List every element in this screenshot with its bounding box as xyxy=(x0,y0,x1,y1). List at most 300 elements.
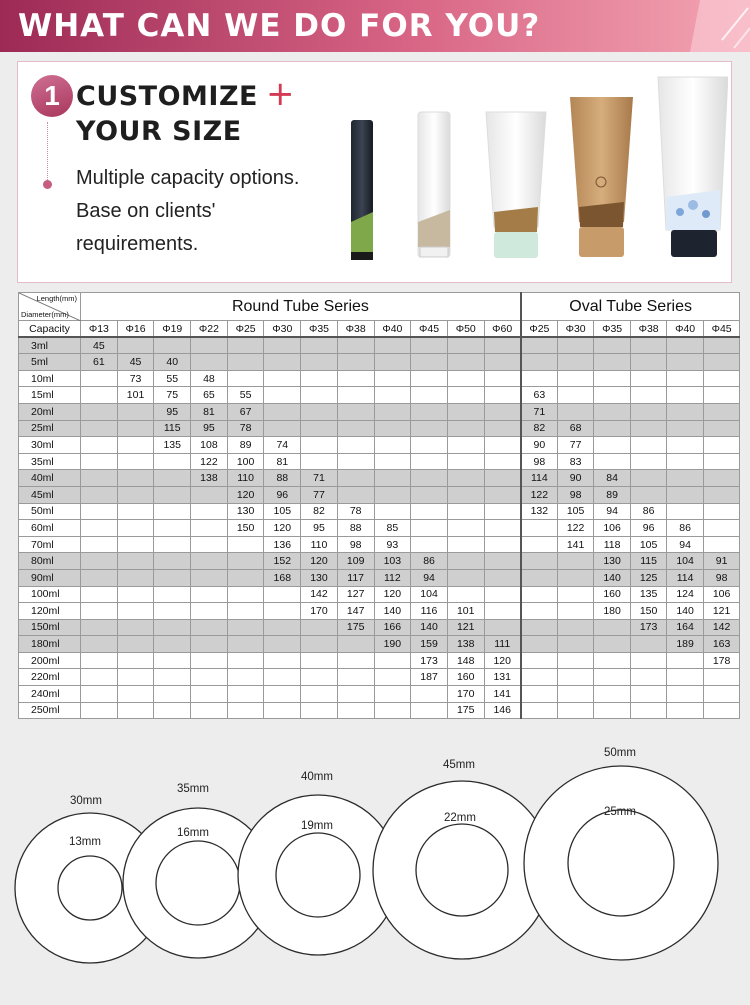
oval-length-cell: 94 xyxy=(667,536,704,553)
round-length-cell xyxy=(264,669,301,686)
oval-length-cell xyxy=(630,652,667,669)
round-length-cell xyxy=(117,453,154,470)
round-length-cell xyxy=(81,586,118,603)
oval-length-cell xyxy=(703,387,740,404)
round-length-cell xyxy=(264,370,301,387)
oval-length-cell xyxy=(630,354,667,371)
capacity-cell: 15ml xyxy=(19,387,81,404)
round-length-cell xyxy=(81,603,118,620)
round-length-cell: 112 xyxy=(374,569,411,586)
round-length-cell xyxy=(484,503,521,520)
round-length-cell: 120 xyxy=(301,553,338,570)
round-length-cell xyxy=(117,437,154,454)
table-row xyxy=(19,652,740,669)
bullet-dot xyxy=(43,180,52,189)
oval-length-cell: 91 xyxy=(703,553,740,570)
circles-svg xyxy=(0,735,750,1005)
heading-line2: YOUR SIZE xyxy=(76,116,242,147)
round-length-cell: 94 xyxy=(411,569,448,586)
round-length-cell xyxy=(264,686,301,703)
customize-card xyxy=(17,61,732,283)
oval-length-cell: 106 xyxy=(703,586,740,603)
capacity-cell: 40ml xyxy=(19,470,81,487)
round-length-cell xyxy=(337,420,374,437)
capacity-cell: 25ml xyxy=(19,420,81,437)
round-length-cell xyxy=(264,403,301,420)
round-length-cell xyxy=(154,503,191,520)
oval-length-cell: 84 xyxy=(594,470,631,487)
oval-length-cell xyxy=(521,636,558,653)
round-length-cell: 108 xyxy=(191,437,228,454)
round-length-cell: 77 xyxy=(301,486,338,503)
oval-length-cell xyxy=(630,686,667,703)
round-length-cell xyxy=(227,636,264,653)
round-length-cell: 81 xyxy=(191,403,228,420)
oval-length-cell xyxy=(594,636,631,653)
round-length-cell xyxy=(154,586,191,603)
mint-cap-tube xyxy=(486,112,546,258)
round-length-cell: 141 xyxy=(484,686,521,703)
kraft-tube xyxy=(570,97,633,257)
round-length-cell xyxy=(81,669,118,686)
oval-length-cell: 160 xyxy=(594,586,631,603)
oval-length-cell xyxy=(594,354,631,371)
oval-length-cell xyxy=(667,437,704,454)
round-length-cell xyxy=(301,437,338,454)
round-length-cell xyxy=(81,420,118,437)
oval-length-cell: 106 xyxy=(594,520,631,537)
label-outer-40mm: 40mm xyxy=(301,771,333,783)
round-length-cell xyxy=(301,370,338,387)
round-length-cell xyxy=(81,470,118,487)
oval-length-cell: 71 xyxy=(521,403,558,420)
round-length-cell xyxy=(81,536,118,553)
table-row xyxy=(19,553,740,570)
round-length-cell xyxy=(191,619,228,636)
round-length-cell xyxy=(337,453,374,470)
round-length-cell xyxy=(447,553,484,570)
oval-length-cell xyxy=(521,686,558,703)
round-length-cell xyxy=(374,486,411,503)
round-length-cell xyxy=(337,354,374,371)
oval-length-cell: 63 xyxy=(521,387,558,404)
round-col-header: Φ38 xyxy=(337,321,374,338)
round-length-cell xyxy=(191,553,228,570)
oval-length-cell: 189 xyxy=(667,636,704,653)
round-length-cell: 117 xyxy=(337,569,374,586)
round-length-cell: 93 xyxy=(374,536,411,553)
oval-length-cell xyxy=(557,652,594,669)
oval-length-cell: 98 xyxy=(703,569,740,586)
capacity-cell: 3ml xyxy=(19,337,81,354)
oval-length-cell: 178 xyxy=(703,652,740,669)
round-length-cell xyxy=(227,603,264,620)
oval-length-cell: 173 xyxy=(630,619,667,636)
table-row xyxy=(19,370,740,387)
round-length-cell xyxy=(154,686,191,703)
round-length-cell: 109 xyxy=(337,553,374,570)
round-length-cell xyxy=(374,387,411,404)
round-length-cell: 81 xyxy=(264,453,301,470)
oval-length-cell xyxy=(521,702,558,719)
oval-length-cell xyxy=(667,503,704,520)
oval-length-cell: 150 xyxy=(630,603,667,620)
oval-length-cell: 122 xyxy=(557,520,594,537)
round-length-cell: 89 xyxy=(227,437,264,454)
oval-length-cell xyxy=(630,403,667,420)
oval-length-cell xyxy=(594,370,631,387)
oval-col-header: Φ35 xyxy=(594,321,631,338)
oval-col-header: Φ38 xyxy=(630,321,667,338)
tube-samples-image xyxy=(328,62,728,282)
round-length-cell xyxy=(337,686,374,703)
oval-length-cell xyxy=(667,354,704,371)
oval-length-cell xyxy=(703,702,740,719)
oval-length-cell xyxy=(557,586,594,603)
round-length-cell xyxy=(264,652,301,669)
round-length-cell: 142 xyxy=(301,586,338,603)
oval-length-cell xyxy=(557,337,594,354)
round-length-cell xyxy=(374,437,411,454)
round-length-cell xyxy=(484,536,521,553)
capacity-cell: 30ml xyxy=(19,437,81,454)
oval-length-cell xyxy=(557,553,594,570)
round-length-cell xyxy=(447,453,484,470)
round-length-cell xyxy=(81,520,118,537)
round-length-cell xyxy=(117,337,154,354)
round-length-cell: 101 xyxy=(117,387,154,404)
round-length-cell: 120 xyxy=(227,486,264,503)
label-outer-50mm: 50mm xyxy=(604,747,636,759)
oval-length-cell xyxy=(557,387,594,404)
round-length-cell: 120 xyxy=(484,652,521,669)
round-length-cell xyxy=(484,403,521,420)
oval-length-cell: 130 xyxy=(594,553,631,570)
oval-length-cell xyxy=(667,652,704,669)
round-length-cell xyxy=(374,702,411,719)
round-length-cell: 96 xyxy=(264,486,301,503)
round-length-cell xyxy=(191,486,228,503)
round-length-cell xyxy=(411,354,448,371)
customize-heading xyxy=(76,74,295,149)
round-length-cell xyxy=(81,387,118,404)
oval-length-cell: 94 xyxy=(594,503,631,520)
round-length-cell: 95 xyxy=(191,420,228,437)
oval-length-cell xyxy=(630,370,667,387)
round-length-cell xyxy=(154,652,191,669)
oval-length-cell xyxy=(594,619,631,636)
round-length-cell: 45 xyxy=(117,354,154,371)
oval-length-cell xyxy=(667,420,704,437)
round-length-cell xyxy=(411,437,448,454)
round-length-cell xyxy=(447,536,484,553)
round-length-cell xyxy=(227,619,264,636)
round-length-cell xyxy=(227,702,264,719)
oval-length-cell xyxy=(703,503,740,520)
round-col-header: Φ16 xyxy=(117,321,154,338)
round-length-cell xyxy=(117,652,154,669)
table-row xyxy=(19,453,740,470)
round-col-header: Φ35 xyxy=(301,321,338,338)
oval-length-cell: 68 xyxy=(557,420,594,437)
oval-length-cell xyxy=(703,403,740,420)
round-length-cell: 95 xyxy=(301,520,338,537)
round-length-cell xyxy=(374,503,411,520)
round-length-cell: 148 xyxy=(447,652,484,669)
oval-col-header: Φ30 xyxy=(557,321,594,338)
round-length-cell xyxy=(227,669,264,686)
round-length-cell xyxy=(374,370,411,387)
round-length-cell xyxy=(484,569,521,586)
oval-length-cell xyxy=(630,387,667,404)
round-length-cell: 127 xyxy=(337,586,374,603)
oval-length-cell xyxy=(667,669,704,686)
table-row xyxy=(19,420,740,437)
oval-length-cell xyxy=(703,453,740,470)
round-length-cell xyxy=(337,636,374,653)
oval-series-header: Oval Tube Series xyxy=(521,293,740,321)
diameter-circles-diagram xyxy=(0,735,750,1005)
oval-length-cell xyxy=(521,536,558,553)
round-length-cell xyxy=(301,354,338,371)
round-length-cell xyxy=(117,503,154,520)
capacity-cell: 150ml xyxy=(19,619,81,636)
oval-length-cell xyxy=(557,669,594,686)
round-length-cell: 86 xyxy=(411,553,448,570)
round-length-cell xyxy=(117,586,154,603)
oval-length-cell xyxy=(667,370,704,387)
round-length-cell xyxy=(337,486,374,503)
round-length-cell xyxy=(447,370,484,387)
round-length-cell: 121 xyxy=(447,619,484,636)
round-length-cell xyxy=(264,603,301,620)
round-length-cell xyxy=(81,652,118,669)
oval-length-cell: 121 xyxy=(703,603,740,620)
corner-diameter-label: Diameter(mm) xyxy=(21,310,69,319)
oval-length-cell xyxy=(703,470,740,487)
round-length-cell xyxy=(447,486,484,503)
round-length-cell xyxy=(337,370,374,387)
capacity-cell: 80ml xyxy=(19,553,81,570)
round-length-cell xyxy=(374,669,411,686)
round-length-cell xyxy=(191,337,228,354)
round-length-cell xyxy=(81,503,118,520)
oval-col-header: Φ25 xyxy=(521,321,558,338)
round-length-cell xyxy=(411,686,448,703)
oval-length-cell: 163 xyxy=(703,636,740,653)
round-length-cell: 159 xyxy=(411,636,448,653)
round-length-cell xyxy=(374,420,411,437)
round-length-cell xyxy=(301,420,338,437)
round-length-cell xyxy=(411,470,448,487)
round-length-cell xyxy=(264,619,301,636)
round-series-header: Round Tube Series xyxy=(81,293,521,321)
oval-length-cell xyxy=(594,387,631,404)
round-length-cell xyxy=(81,686,118,703)
round-length-cell xyxy=(191,652,228,669)
round-length-cell xyxy=(154,636,191,653)
round-length-cell xyxy=(447,470,484,487)
oval-length-cell: 124 xyxy=(667,586,704,603)
round-length-cell: 110 xyxy=(227,470,264,487)
round-col-header: Φ45 xyxy=(411,321,448,338)
banner-title: WHAT CAN WE DO FOR YOU? xyxy=(18,8,541,44)
round-length-cell xyxy=(301,652,338,669)
round-length-cell xyxy=(301,669,338,686)
round-length-cell: 61 xyxy=(81,354,118,371)
oval-length-cell xyxy=(557,603,594,620)
round-length-cell xyxy=(374,470,411,487)
round-length-cell xyxy=(484,453,521,470)
round-length-cell xyxy=(447,520,484,537)
table-row xyxy=(19,702,740,719)
round-length-cell: 166 xyxy=(374,619,411,636)
round-length-cell xyxy=(117,486,154,503)
oval-length-cell xyxy=(521,669,558,686)
round-length-cell: 146 xyxy=(484,702,521,719)
table-row xyxy=(19,486,740,503)
round-length-cell xyxy=(484,586,521,603)
oval-length-cell: 98 xyxy=(557,486,594,503)
oval-length-cell: 89 xyxy=(594,486,631,503)
round-length-cell xyxy=(264,586,301,603)
tube-size-table xyxy=(18,292,740,719)
round-length-cell: 71 xyxy=(301,470,338,487)
oval-length-cell xyxy=(703,337,740,354)
oval-length-cell xyxy=(594,403,631,420)
table-row xyxy=(19,387,740,404)
oval-length-cell: 77 xyxy=(557,437,594,454)
round-length-cell: 67 xyxy=(227,403,264,420)
round-length-cell xyxy=(154,486,191,503)
round-length-cell xyxy=(337,403,374,420)
oval-length-cell: 180 xyxy=(594,603,631,620)
round-col-header: Φ19 xyxy=(154,321,191,338)
capacity-cell: 60ml xyxy=(19,520,81,537)
round-length-cell xyxy=(337,437,374,454)
oval-length-cell: 135 xyxy=(630,586,667,603)
label-inner-25mm: 25mm xyxy=(604,806,636,818)
round-length-cell xyxy=(117,536,154,553)
round-col-header: Φ25 xyxy=(227,321,264,338)
black-slim-tube xyxy=(351,120,373,260)
label-inner-16mm: 16mm xyxy=(177,827,209,839)
round-length-cell xyxy=(191,520,228,537)
oval-length-cell xyxy=(594,686,631,703)
label-inner-22mm: 22mm xyxy=(444,812,476,824)
round-length-cell xyxy=(484,553,521,570)
table-row xyxy=(19,586,740,603)
oval-length-cell xyxy=(667,686,704,703)
round-length-cell xyxy=(301,702,338,719)
round-length-cell xyxy=(81,569,118,586)
capacity-cell: 10ml xyxy=(19,370,81,387)
round-length-cell: 120 xyxy=(374,586,411,603)
round-length-cell xyxy=(484,486,521,503)
oval-length-cell: 122 xyxy=(521,486,558,503)
round-length-cell xyxy=(191,702,228,719)
step-badge: 1 xyxy=(31,75,73,117)
round-length-cell xyxy=(154,520,191,537)
round-length-cell xyxy=(374,354,411,371)
oval-length-cell: 118 xyxy=(594,536,631,553)
round-length-cell: 82 xyxy=(301,503,338,520)
oval-length-cell xyxy=(557,686,594,703)
column-header-row xyxy=(19,321,740,338)
oval-length-cell: 132 xyxy=(521,503,558,520)
oval-length-cell xyxy=(703,420,740,437)
round-length-cell xyxy=(337,470,374,487)
table-row xyxy=(19,470,740,487)
oval-length-cell xyxy=(703,370,740,387)
round-length-cell xyxy=(117,686,154,703)
round-length-cell: 104 xyxy=(411,586,448,603)
round-length-cell xyxy=(447,420,484,437)
capacity-cell: 220ml xyxy=(19,669,81,686)
oval-length-cell: 140 xyxy=(667,603,704,620)
capacity-cell: 70ml xyxy=(19,536,81,553)
round-length-cell: 45 xyxy=(81,337,118,354)
round-length-cell xyxy=(301,636,338,653)
round-length-cell: 103 xyxy=(374,553,411,570)
round-length-cell: 131 xyxy=(484,669,521,686)
round-length-cell xyxy=(117,619,154,636)
round-length-cell xyxy=(447,337,484,354)
round-length-cell: 190 xyxy=(374,636,411,653)
round-length-cell xyxy=(301,337,338,354)
circle-13mm-inner xyxy=(58,856,122,920)
round-length-cell: 88 xyxy=(337,520,374,537)
table-row xyxy=(19,337,740,354)
round-length-cell xyxy=(411,536,448,553)
oval-length-cell xyxy=(557,702,594,719)
round-length-cell: 138 xyxy=(191,470,228,487)
round-length-cell: 147 xyxy=(337,603,374,620)
table-row xyxy=(19,354,740,371)
oval-length-cell xyxy=(594,669,631,686)
capacity-cell: 50ml xyxy=(19,503,81,520)
oval-length-cell: 104 xyxy=(667,553,704,570)
round-length-cell xyxy=(484,387,521,404)
round-length-cell xyxy=(154,536,191,553)
capacity-cell: 5ml xyxy=(19,354,81,371)
round-length-cell: 170 xyxy=(447,686,484,703)
round-length-cell: 168 xyxy=(264,569,301,586)
customize-description: Multiple capacity options. Base on clients' requirements. xyxy=(76,167,300,255)
round-col-header: Φ30 xyxy=(264,321,301,338)
round-length-cell xyxy=(374,652,411,669)
table-row xyxy=(19,686,740,703)
round-length-cell: 88 xyxy=(264,470,301,487)
oval-length-cell xyxy=(630,453,667,470)
oval-length-cell xyxy=(557,370,594,387)
round-col-header: Φ60 xyxy=(484,321,521,338)
oval-length-cell xyxy=(557,569,594,586)
round-length-cell: 115 xyxy=(154,420,191,437)
capacity-cell: 200ml xyxy=(19,652,81,669)
oval-length-cell xyxy=(703,486,740,503)
round-length-cell xyxy=(227,569,264,586)
round-length-cell xyxy=(301,453,338,470)
oval-length-cell: 142 xyxy=(703,619,740,636)
round-length-cell xyxy=(117,553,154,570)
round-col-header: Φ13 xyxy=(81,321,118,338)
round-length-cell: 78 xyxy=(227,420,264,437)
round-length-cell: 150 xyxy=(227,520,264,537)
round-length-cell xyxy=(81,437,118,454)
table-row xyxy=(19,669,740,686)
round-length-cell xyxy=(191,536,228,553)
